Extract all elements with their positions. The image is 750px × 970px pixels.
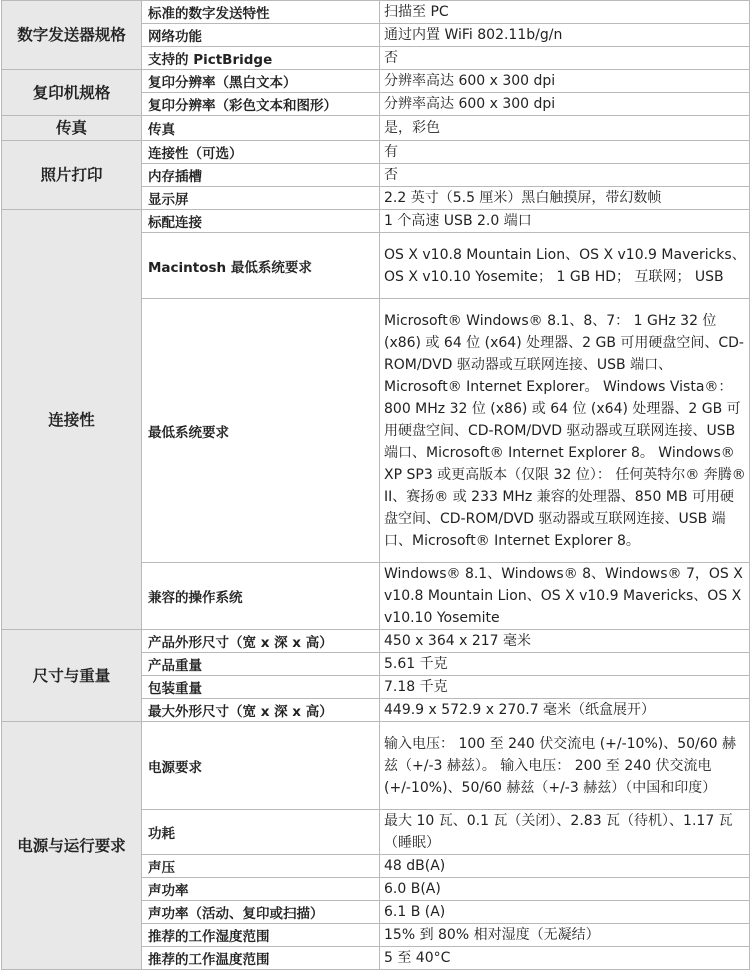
spec-value: 6.0 B(A) [380,878,750,901]
spec-name: 推荐的工作湿度范围 [142,924,380,947]
spec-value: 2.2 英寸（5.5 厘米）黑白触摸屏，带幻数帧 [380,187,750,210]
spec-value: 最大 10 瓦、0.1 瓦（关闭）、2.83 瓦（待机）、1.17 瓦（睡眠） [380,810,750,855]
spec-value: OS X v10.8 Mountain Lion、OS X v10.9 Mavericks、OS X v10.10 Yosemite； 1 GB HD； 互联网； USB [380,233,750,299]
spec-table [1,0,750,970]
category-cell: 传真 [2,116,142,141]
spec-value: 449.9 x 572.9 x 270.7 毫米（纸盒展开） [380,699,750,722]
spec-value: 15% 到 80% 相对湿度（无凝结） [380,924,750,947]
category-cell: 复印机规格 [2,70,142,116]
spec-name: 复印分辨率（彩色文本和图形） [142,93,380,116]
spec-value: 分辨率高达 600 x 300 dpi [380,70,750,93]
spec-name: 功耗 [142,810,380,855]
spec-value: Microsoft® Windows® 8.1、8、7： 1 GHz 32 位 (x86) 或 64 位 (x64) 处理器、2 GB 可用硬盘空间、CD-ROM/DVD 驱动器或互联网连接、USB 端口、Microsoft® Internet Explorer。 Windows Vista®： 800 MHz 32 位 (x86) 或 64 位 (x64) 处理器、2 GB 可用硬盘空间、CD-ROM/DVD 驱动器或互联网连接、USB 端口、Microsoft® Internet Explorer 8。 Windows® XP SP3 或更高版本（仅限 32 位）： 任何英特尔® 奔腾® II、赛扬® 或 233 MHz 兼容的处理器、850 MB 可用硬盘空间、CD-ROM/DVD 驱动器或互联网连接、USB 端口、Microsoft® Internet Explorer 8。 [380,299,750,563]
category-cell: 数字发送器规格 [2,1,142,70]
table-row [2,141,750,164]
spec-name: 产品重量 [142,653,380,676]
spec-value: 6.1 B (A) [380,901,750,924]
table-row [2,722,750,810]
spec-name: 支持的 PictBridge [142,47,380,70]
spec-value: 输入电压： 100 至 240 伏交流电 (+/-10%)、50/60 赫兹（+/-3 赫兹）。 输入电压： 200 至 240 伏交流电 (+/-10%)、50/60 赫兹（+/-3 赫兹）（中国和印度） [380,722,750,810]
spec-value: 通过内置 WiFi 802.11b/g/n [380,24,750,47]
spec-name: 网络功能 [142,24,380,47]
spec-value: 否 [380,47,750,70]
spec-name: 包装重量 [142,676,380,699]
spec-name: 声功率 [142,878,380,901]
spec-value: 1 个高速 USB 2.0 端口 [380,210,750,233]
spec-name: 电源要求 [142,722,380,810]
spec-name: 连接性（可选） [142,141,380,164]
spec-value: 有 [380,141,750,164]
spec-name: 标配连接 [142,210,380,233]
category-cell: 电源与运行要求 [2,722,142,970]
spec-value: 是，彩色 [380,116,750,141]
table-row [2,70,750,93]
spec-name: 传真 [142,116,380,141]
spec-name: 内存插槽 [142,164,380,187]
spec-name: 显示屏 [142,187,380,210]
spec-name: 复印分辨率（黑白文本） [142,70,380,93]
spec-value: Windows® 8.1、Windows® 8、Windows® 7，OS X v10.8 Mountain Lion、OS X v10.9 Mavericks、OS X v10.10 Yosemite [380,563,750,630]
spec-value: 5 至 40°C [380,947,750,970]
table-row [2,210,750,233]
spec-value: 5.61 千克 [380,653,750,676]
spec-name: 产品外形尺寸（宽 x 深 x 高） [142,630,380,653]
category-cell: 尺寸与重量 [2,630,142,722]
table-row [2,630,750,653]
spec-name: 最低系统要求 [142,299,380,563]
category-cell: 照片打印 [2,141,142,210]
spec-value: 7.18 千克 [380,676,750,699]
spec-name: 标准的数字发送特性 [142,1,380,24]
spec-value: 450 x 364 x 217 毫米 [380,630,750,653]
spec-name: 推荐的工作温度范围 [142,947,380,970]
spec-value: 扫描至 PC [380,1,750,24]
category-cell: 连接性 [2,210,142,630]
spec-value: 分辨率高达 600 x 300 dpi [380,93,750,116]
spec-name: 声压 [142,855,380,878]
spec-value: 48 dB(A) [380,855,750,878]
table-row [2,1,750,24]
spec-value: 否 [380,164,750,187]
spec-name: Macintosh 最低系统要求 [142,233,380,299]
spec-name: 兼容的操作系统 [142,563,380,630]
spec-name: 最大外形尺寸（宽 x 深 x 高） [142,699,380,722]
table-row [2,116,750,141]
spec-name: 声功率（活动、复印或扫描） [142,901,380,924]
